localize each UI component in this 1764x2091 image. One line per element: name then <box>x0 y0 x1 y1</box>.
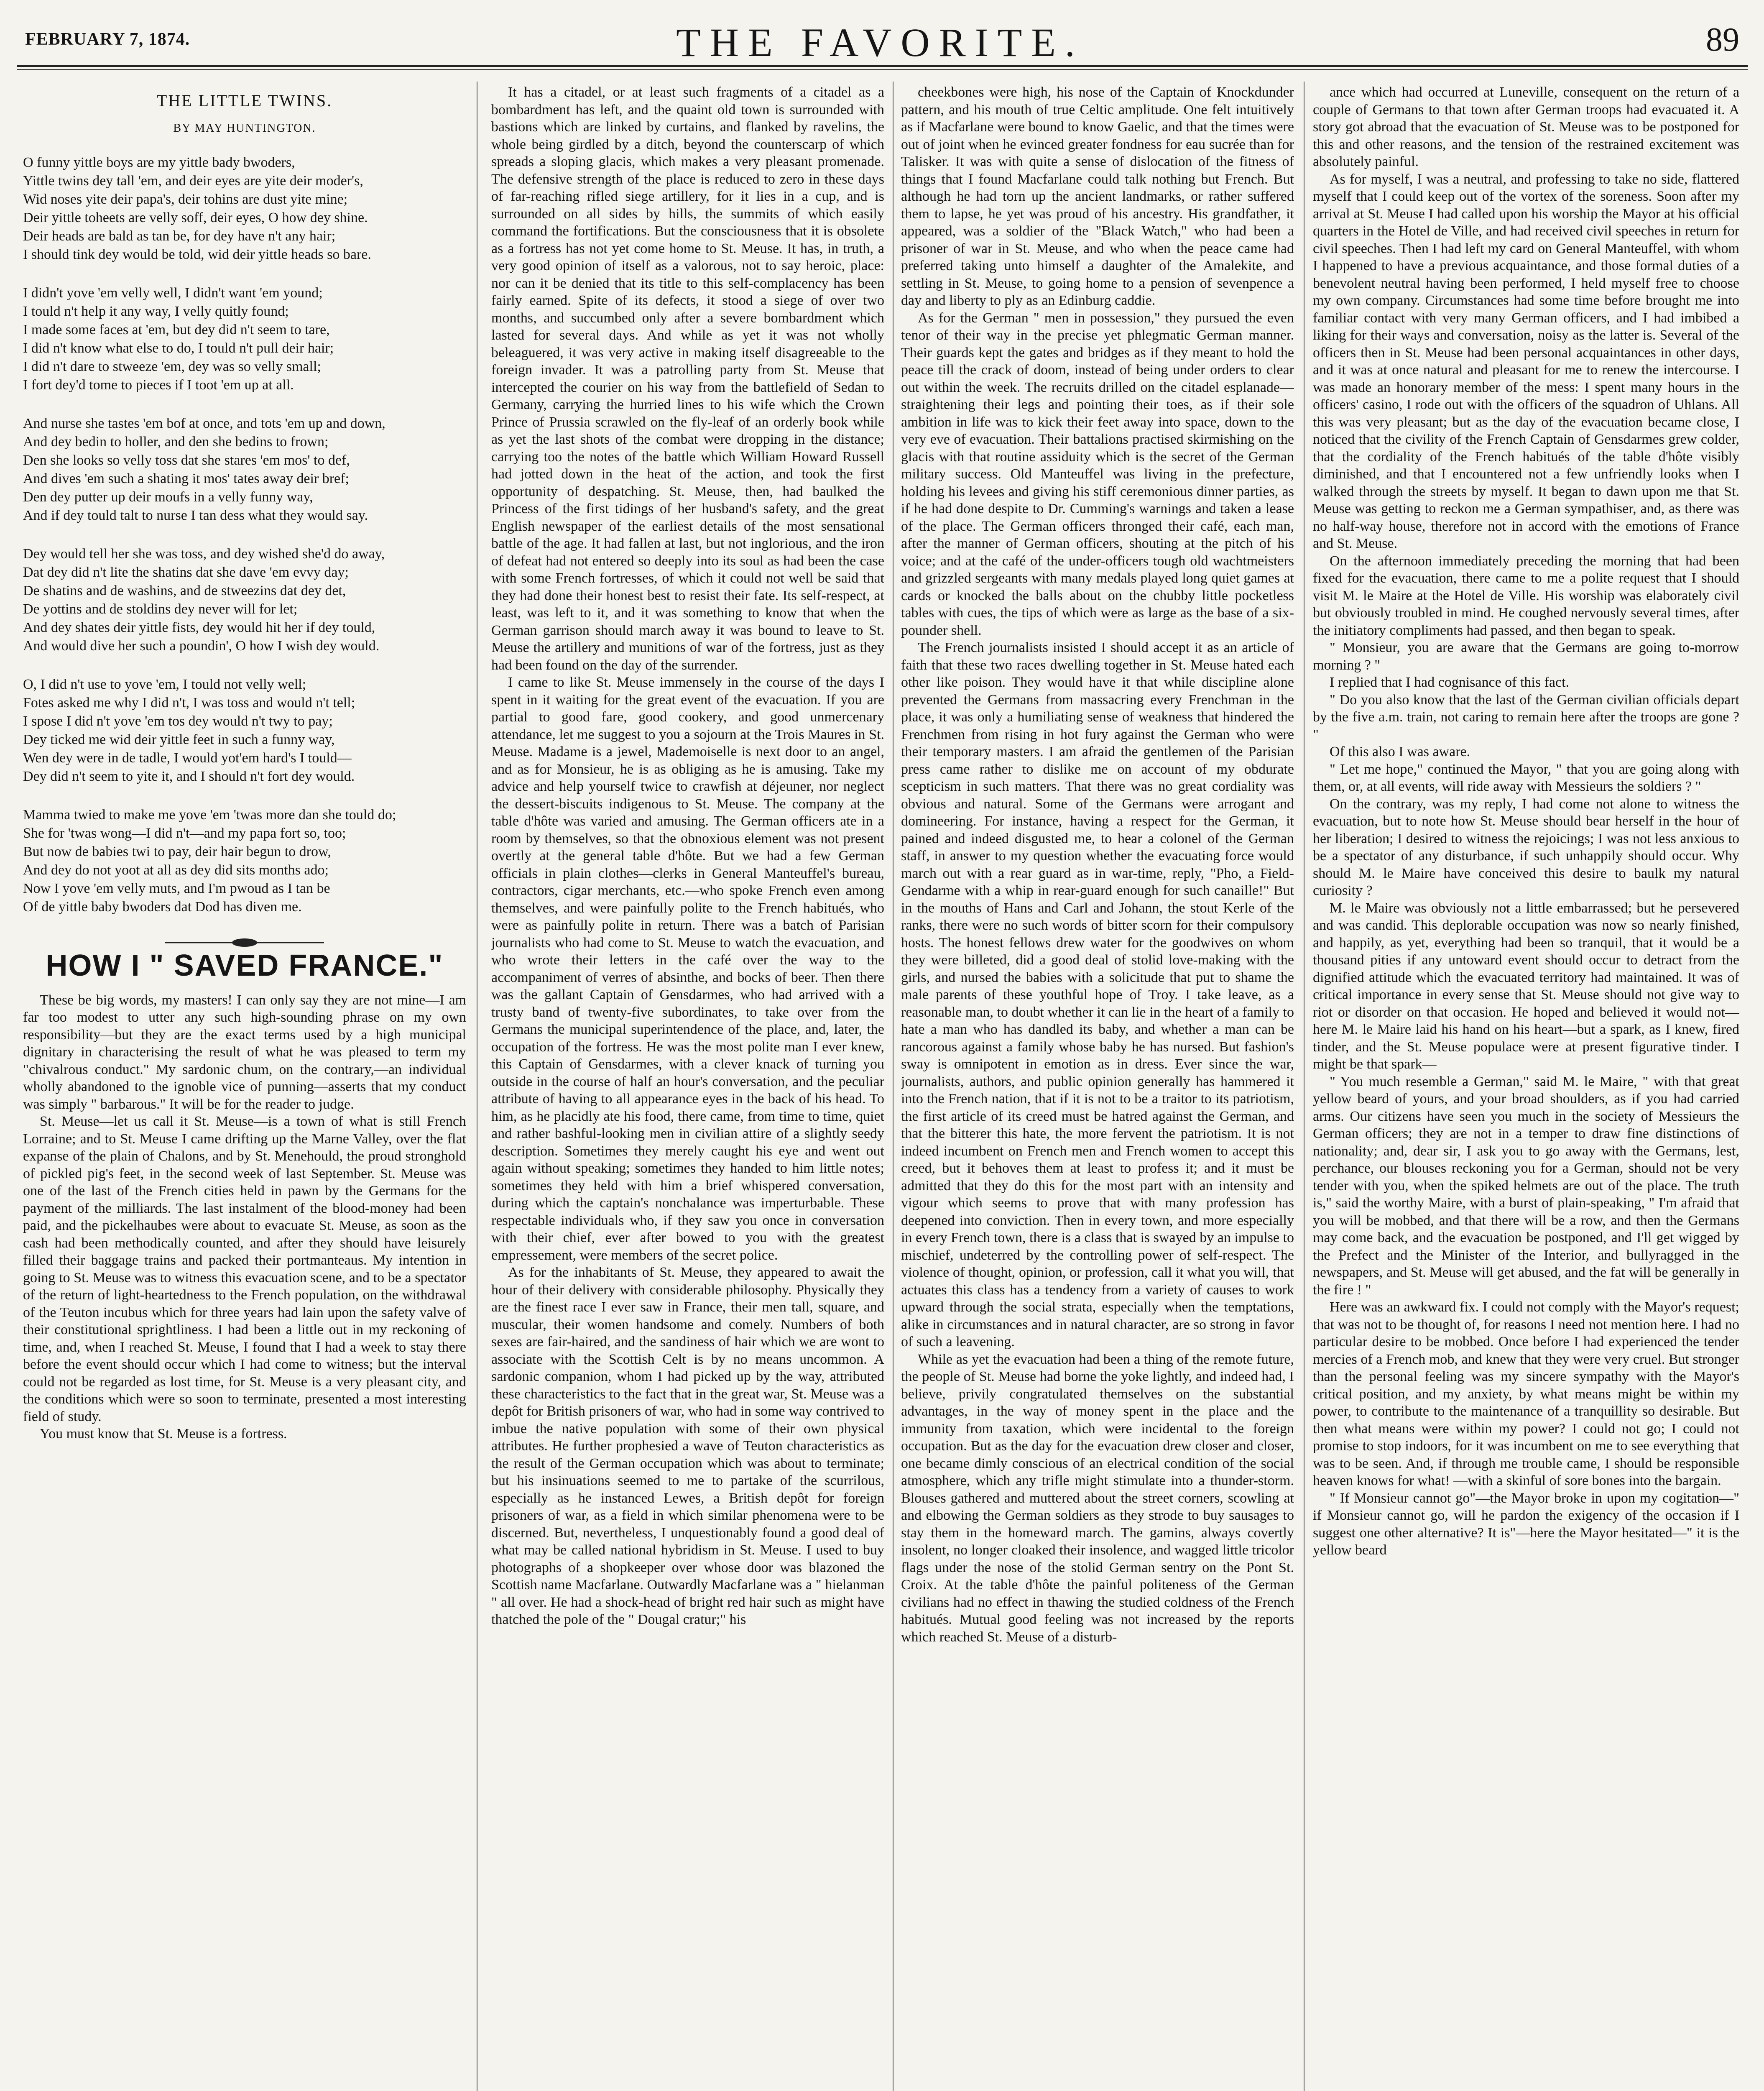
article-paragraph: I replied that I had cognisance of this fact. <box>1330 675 1570 690</box>
article-paragraph: These be big words, my masters! I can only say they are not mine—I am far too modest to utter any such high-sounding phrase on my own responsibility—but they are the exact terms used by a high municipal dignitary in characterising the result of what he was pleased to term my "chivalrous conduct." My sardonic chum, on the contrary,—an individual wholly abandoned to the ignoble vice of punning—asserts that my conduct was simply " barbarous." It will be for the reader to judge. <box>23 992 466 1112</box>
poem-stanza <box>23 675 466 786</box>
poem-line: And would dive her such a poundin', O how I wish dey would. <box>23 638 380 654</box>
article-column-1 <box>23 992 466 1443</box>
poem-stanza <box>23 806 466 916</box>
article-paragraph: M. le Maire was obviously not a little embarrassed; but he persevered and was candid. This deplorable occupation was now so nearly finished, and happily, as yet, everything had been so tranquil, that it would be a thousand pities if any untoward event should occur to detract from the dignified attitude which the evacuated territory had maintained. It was of critical importance in every sense that St. Meuse should not give way to riot or disorder on that occasion. He hoped and believed it would not—here M. le Maire laid his hand on his heart—but a spark, as I knew, fired tinder, and the St. Meuse populace were at present figurative tinder. I might be that spark— <box>1313 900 1739 1072</box>
poem-line: Deir heads are bald as tan be, for dey have n't any hair; <box>23 228 336 244</box>
article-paragraph: Here was an awkward fix. I could not comply with the Mayor's request; that was not to be thought of, for reasons I need not mention here. I had no particular desire to be mobbed. Once before I had experienced the tender mercies of a French mob, and knew that they were very cruel. But stronger than the personal feeling was my sincere sympathy with the Mayor's critical position, and my anxiety, by what means might be within my power, to contribute to the maintenance of a tranquillity so desirable. But then what means were within my power? I could not go; I could not promise to stop indoors, for it was incumbent on me to see everything that was to be seen. And, if through me trouble came, I should be responsible heaven knows for what! —with a skinful of sore bones into the bargain. <box>1313 1299 1739 1488</box>
poem-line: Den she looks so velly toss dat she stares 'em mos' to def, <box>23 452 350 468</box>
article-paragraph: " Monsieur, you are aware that the Germans are going to-morrow morning ? " <box>1313 640 1739 673</box>
poem-line: I did n't dare to stweeze 'em, dey was so velly small; <box>23 359 321 374</box>
article-column-2 <box>491 84 884 1628</box>
article-paragraph: I came to like St. Meuse immensely in the course of the days I spent in it waiting for the great event of the evacuation. If you are partial to good fare, good cookery, and good unmercenary attendance, let me suggest to you a sojourn at the Trois Maures in St. Meuse. Madame is a jewel, Mademoiselle is next door to an angel, and as for Monsieur, he is as obliging as he is amusing. Take my advice and help yourself twice to crawfish at déjeuner, nor neglect the dessert-biscuits indigenous to St. Meuse. The company at the table d'hôte was varied and amusing. The German officers ate in a room by themselves, so that the obnoxious element was not present overtly at the general table d'hôte. But we had a few German officials in plain clothes—clerks in General Manteuffel's bureau, contractors, cigar merchants, etc.—who spoke French even among themselves, and were painfully polite to the French habitués, who were as painfully polite in return. There was a batch of Parisian journalists who had come to St. Meuse to watch the evacuation, and who wrote their letters in the café over the way to the accompaniment of verres of absinthe, and bocks of beer. Then there was the gallant Captain of Gensdarmes, who had arrived with a trusty band of twenty-five subordinates, to take over from the Germans the municipal superintendence of the place, and, later, the occupation of the fortress. He was the most polite man I ever knew, this Captain of Gensdarmes, with a clever knack of turning you outside in the course of half an hour's conversation, and the peculiar attribute of having to all appearance eyes in the back of his head. To him, as he placidly ate his food, there came, from time to time, quiet and rather bashful-looking men in civilian attire of a slightly seedy description. Sometimes they merely caught his eye and went out again without speaking; sometimes they handed to him little notes; sometimes they held with him a brief whispered conversation, during which the captain's nonchalance was imperturbable. These respectable individuals who, if they saw you once in conversation with their chief, ever after bowed to you with the greatest empressement, were members of the secret police. <box>491 675 884 1263</box>
article-paragraph: " Do you also know that the last of the German civilian officials depart by the five a.m. train, not caring to remain here after the troops are gone ? " <box>1313 692 1739 742</box>
poem-line: And if dey tould talt to nurse I tan dess what they would say. <box>23 508 368 523</box>
article-paragraph: While as yet the evacuation had been a thing of the remote future, the people of St. Meuse had borne the yoke lightly, and indeed had, I believe, privily congratulated themselves on the substantial advantages, in the way of money spent in the place and the immunity from taxation, which were incidental to the foreign occupation. But as the day for the evacuation drew closer and closer, one became dimly conscious of an electrical condition of the social atmosphere, which any trifle might stimulate into a thunder-storm. Blouses gathered and muttered about the street corners, scowling at and elbowing the German soldiers as they strode to buy sausages to stay them in the homeward march. The gamins, always covertly insolent, no longer cloaked their insolence, and wagged little tricolor flags under the nose of the stolid German sentry on the Pont St. Croix. At the table d'hôte the painful politeness of the German civilians had no effect in thawing the studied coldness of the French habitués. Mutual good feeling was not increased by the reports which reached St. Meuse of a disturb- <box>901 1351 1294 1645</box>
poem-line: Dey did n't seem to yite it, and I should n't fort dey would. <box>23 769 355 784</box>
ornament-divider-icon <box>161 936 328 949</box>
poem-line: Dat dey did n't lite the shatins dat she dave 'em evvy day; <box>23 565 349 580</box>
poem-line: Wen dey were in de tadle, I would yot'em hard's I tould— <box>23 750 352 766</box>
poem-line: Wid noses yite deir papa's, deir tohins are dust yite mine; <box>23 192 348 207</box>
page-header <box>17 17 1744 63</box>
poem-stanza <box>23 284 466 394</box>
column-2 <box>491 84 884 2091</box>
poem-title: THE LITTLE TWINS. <box>156 91 333 110</box>
article-paragraph: As for myself, I was a neutral, and professing to take no side, flattered myself that I could keep out of the vortex of the soreness. Soon after my arrival at St. Meuse I had called upon his worship the Mayor at his official quarters in the Hotel de Ville, and had received civil speeches in return for civil speeches. Then I had left my card on General Manteuffel, with whom I happened to have a previous acquaintance, and those formal duties of a benevolent neutral having been performed, I held myself free to choose my own company. Circumstances had some time before brought me into familiar contact with very many German officers, and I had imbibed a liking for their ways and conversation, noisy as the latter is. Several of the officers then in St. Meuse had been personal acquaintances in other days, and it was at once natural and pleasant for me to renew the intercourse. I was made an honorary member of the mess: I spent many hours in the officers' casino, I rode out with the officers of the squadron of Uhlans. All this was very pleasant; but as the day of the evacuation became close, I noticed that the civility of the French Captain of Gensdarmes grew colder, that the cordiality of the French habitués of the table d'hôte visibly diminished, and that I encountered not a few unfriendly looks when I walked through the streets by myself. It began to dawn upon me that St. Meuse was getting to reckon me a German sympathiser, and, as there was no half-way house, therefore not in accord with the emotions of France and St. Meuse. <box>1313 171 1739 551</box>
article-paragraph: As for the German " men in possession," they pursued the even tenor of their way in the precise yet phlegmatic German manner. Their guards kept the gates and bridges as if they meant to hold the peace till the crack of doom, instead of being under orders to clear out within the week. The recruits drilled on the citadel esplanade—straightening their legs and pointing their toes, as if their sole ambition in life was to kick their feet away into space, down to the very eve of evacuation. Their battalions practised skirmishing on the glacis with that routine assiduity which is the secret of the German military success. Old Manteuffel was living in the prefecture, holding his levees and giving his stiff ceremonious dinner parties, as if he had done despite to Dr. Cumming's warnings and taken a lease of the place. The German officers thronged their café, each man, after the manner of German officers, shouting at the pitch of his voice; and at the café of the under-officers tough old wachtmeisters and grizzled sergeants with many medals played long quiet games at cards or knocked the balls about on the chubby little pocketless tables with cues, the tips of which were as large as the base of a six-pounder shell. <box>901 310 1294 638</box>
poem-line: I made some faces at 'em, but dey did n't seem to tare, <box>23 322 330 337</box>
poem-line: But now de babies twi to pay, deir hair begun to drow, <box>23 844 331 859</box>
column-3 <box>901 84 1294 2091</box>
article-paragraph: You must know that St. Meuse is a fortress. <box>40 1426 287 1442</box>
poem-line: I should tink dey would be told, wid deir yittle heads so bare. <box>23 247 371 262</box>
poem-line: O, I did n't use to yove 'em, I tould not velly well; <box>23 677 306 692</box>
article-paragraph: The French journalists insisted I should accept it as an article of faith that these two races dwelling together in St. Meuse hated each other like poison. They would have it that while discipline alone prevented the Germans from massacring every Frenchman in the place, it was only a humiliating sense of weakness that hindered the Frenchmen from rising in hot fury against the German who were their temporary masters. I am afraid the gentlemen of the Parisian press came rather to dislike me on account of my obdurate scepticism in such matters. That there was no great cordiality was obvious and natural. Some of the Germans were arrogant and domineering. For instance, having a respect for the German, it pained and indeed disgusted me, to hear a colonel of the German staff, in answer to my question whether the evacuating force would march out with a rear guard as in war-time, reply, "Pho, a Field-Gendarme with a whip in rear-guard enough for such canaille!" But in the mouths of Hans and Carl and Johann, the stout Kerle of the ranks, there were no such words of bitter scorn for their compulsory hosts. The honest fellows drew water for the goodwives on whom they were billeted, did a good deal of stolid love-making with the girls, and nursed the babies with a solicitude that put to shame the male parents of these youthful hope of Troy. I take leave, as a reasonable man, to doubt whether it can lie in the heart of a family to hate a man who has dandled its baby, and whether a man can be rancorous against a family whose baby he has nursed. But fashion's sway is omnipotent in emotion as in dress. Ever since the war, journalists, authors, and public opinion generally has hammered it into the French nation, that if it is not to be a traitor to its patriotism, the first article of its creed must be hatred against the German, and that the bitterer this hate, the more fervent the patriotism. It is not indeed incumbent on French men and French women to accept this creed, but it behoves them at least to profess it; and it must be admitted that they do this for the most part with an intensity and vigour which seems to prove that with many profession has deepened into conviction. Then in every town, and more especially in every French town, there is a class that is swayed by an impulse to mischief, undeterred by the controlling power of self-respect. The violence of thought, opinion, or profession, call it what you will, that actuates this class has a tendency from a variety of causes to work upward through the social strata, especially when the temptations, alike in circumstances and in natural character, are so strong in favor of such a leavening. <box>901 640 1294 1350</box>
article-paragraph: As for the inhabitants of St. Meuse, they appeared to await the hour of their delivery with considerable philosophy. Physically they are the finest race I ever saw in France, their men tall, square, and muscular, their women handsome and comely. Numbers of both sexes are fair-haired, and the sandiness of hair which we are wont to associate with the Scottish Celt is by no means uncommon. A sardonic companion, whom I had picked up by the way, attributed these characteristics to the fact that in the great war, St. Meuse was a depôt for British prisoners of war, who had in some way contrived to imbue the native population with some of their own physical attributes. He further prophesied a wave of Teuton characteristics as the result of the German occupation which was about to terminate; but his insinuations seemed to me to partake of the scurrilous, especially as he instanced Lewes, a British depôt for foreign prisoners of war, as a field in which similar phenomena were to be discerned. But, nevertheless, I unquestionably found a good deal of what may be called national hybridism in St. Meuse. I used to buy photographs of a shopkeeper over whose door was blazoned the Scottish name Macfarlane. Outwardly Macfarlane was a " hielanman " all over. He had a shock-head of bright red hair such as might have thatched the pole of the " Dougal cratur;" his <box>491 1265 884 1627</box>
poem-line: Of de yittle baby bwoders dat Dod has diven me. <box>23 899 302 915</box>
poem-line: I fort dey'd tome to pieces if I toot 'em up at all. <box>23 377 294 393</box>
poem-line: And dey do not yoot at all as dey did sits months ado; <box>23 862 329 878</box>
article-paragraph: On the afternoon immediately preceding the morning that had been fixed for the evacuation, there came to me a polite request that I should visit M. le Maire at the Hotel de Ville. His worship was elaborately civil but obviously troubled in mind. He coughed nervously several times, after the initiatory compliments had passed, and then began to speak. <box>1313 553 1739 638</box>
issue-date: FEBRUARY 7, 1874. <box>25 30 190 49</box>
article-paragraph: Of this also I was aware. <box>1330 744 1470 759</box>
poem-line: Dey ticked me wid deir yittle feet in such a funny way, <box>23 732 335 747</box>
poem-line: And dey bedin to holler, and den she bedins to frown; <box>23 434 329 450</box>
poem-line: Yittle twins dey tall 'em, and deir eyes are yite deir moder's, <box>23 173 363 189</box>
poem-line: And dey shates deir yittle fists, dey would hit her if dey tould, <box>23 620 375 635</box>
poem-line: Den dey putter up deir moufs in a velly funny way, <box>23 489 313 505</box>
article-paragraph: cheekbones were high, his nose of the Captain of Knockdunder pattern, and his mouth of true Celtic amplitude. One felt intuitively as if Macfarlane were bound to know Gaelic, and that the times were out of joint when he evinced greater fondness for eau sucrée than for Talisker. It was with quite a sense of dislocation of the fitness of things that I found Macfarlane could talk nothing but French. But although he had torn up the ancient landmarks, or rather suffered them to lapse, he yet was proud of his ancestry. His grandfather, it appeared, was a soldier of the "Black Watch," who had been a prisoner of war in St. Meuse, and who when the peace came had preferred taking unto himself a daughter of the Amalekite, and settling in St. Meuse, to going home to a pension of sevenpence a day and liberty to ply as an Edinburg caddie. <box>901 84 1294 308</box>
column-4 <box>1313 84 1739 2091</box>
poem-stanza <box>23 545 466 655</box>
poem-line: De shatins and de washins, and de stweezins dat dey det, <box>23 583 346 598</box>
header-rule-thick <box>17 65 1748 67</box>
poem-line: I spose I did n't yove 'em tos dey would n't twy to pay; <box>23 713 333 729</box>
article-paragraph: It has a citadel, or at least such fragments of a citadel as a bombardment has left, and the quaint old town is surrounded with bastions which are linked by curtains, and flanked by ravelins, the whole being girdled by a ditch, beyond the counterscarp of which spreads a sloping glacis, which makes a very pleasant promenade. The defensive strength of the place is reduced to zero in these days of far-reaching rifled siege artillery, for it lies in a cup, and is surrounded on all sides by hills, the summits of which easily command the fortifications. But the consciousness that it is obsolete as a fortress has not yet come home to St. Meuse. It has, in truth, a very good opinion of itself as a valorous, not to say heroic, place: nor can it be denied that its title to this self-complacency has been fairly earned. Spite of its defects, it stood a siege of over two months, and succumbed only after a severe bombardment which lasted for several days. And while as yet it was not wholly beleaguered, it was very active in making itself disagreeable to the foreign invader. It was a patrolling party from St. Meuse that intercepted the courier on his way from the battlefield of Sedan to Germany, carrying the hurried lines to his wife which the Crown Prince of Prussia scrawled on the fly-leaf of an orderly book while as yet the last shots of the combat were dropping in the distance; carrying too the notes of the battle which William Howard Russell had jotted down in the heat of the action, and took the first opportunity of despatching. St. Meuse, then, had baulked the Princess of the first tidings of her husband's safety, and the great English newspaper of the earliest details of the most sensational battle of the age. It had fallen at last, but not inglorious, and the iron of defeat had not entered so deeply into its soul as had been the case with some French fortresses, of which it could not well be said that they had done their honest best to resist their fate. Its self-respect, at least, was left to it, and it was something to know that when the German garrison should march away it was bound to leave to St. Meuse the artillery and munitions of war of the fortress, just as they had been found on the day of the surrender. <box>491 84 884 673</box>
article-paragraph: " If Monsieur cannot go"—the Mayor broke in upon my cogitation—" if Monsieur cannot go, will he pardon the exigency of the occasion if I suggest one other alternative? It is"—here the Mayor hesitated—" it is the yellow beard <box>1313 1490 1739 1558</box>
poem-line: Dey would tell her she was toss, and dey wished she'd do away, <box>23 546 385 562</box>
poem-line: I tould n't help it any way, I velly quitly found; <box>23 304 289 319</box>
poem-line: Deir yittle toheets are velly soff, deir eyes, O how dey shine. <box>23 210 368 225</box>
article-paragraph: ance which had occurred at Luneville, consequent on the return of a couple of Germans to that town after German troops had evacuated it. A story got abroad that the evacuation of St. Meuse was to be postponed for this and other reasons, and the tension of the restrained excitement was absolutely painful. <box>1313 84 1739 169</box>
poem-line: And dives 'em such a shating it mos' tates away deir bref; <box>23 471 349 486</box>
article-paragraph: " Let me hope," continued the Mayor, " that you are going along with them, or, at all events, will ride away with Messieurs the soldiers ? " <box>1313 761 1739 794</box>
poem-author: BY MAY HUNTINGTON. <box>173 121 316 135</box>
poem-line: Now I yove 'em velly muts, and I'm pwoud as I tan be <box>23 881 330 896</box>
poem-line: O funny yittle boys are my yittle bady bwoders, <box>23 155 295 170</box>
article-paragraph: " You much resemble a German," said M. le Maire, " with that great yellow beard of yours, and your broad shoulders, as if you had carried arms. Our citizens have seen you much in the society of Messieurs the German officers; they are not in a temper to draw fine distinctions of nationality; and, dear sir, I ask you to go away with the Germans, lest, perchance, our blouses reckoning you for a German, should not be very tender with you, when the spiked helmets are out of the place. The truth is," said the worthy Maire, with a burst of plain-speaking, " I'm afraid that you will be mobbed, and that there will be a row, and then the Germans may come back, and the evacuation be postponed, and I'll get wigged by the Prefect and the Minister of the Interior, and bullyragged in the newspapers, and St. Meuse will get abused, and the fat will be generally in the fire ! " <box>1313 1074 1739 1298</box>
poem-stanza <box>23 153 466 264</box>
column-1 <box>23 84 466 2091</box>
poem-line: Mamma twied to make me yove 'em 'twas more dan she tould do; <box>23 807 396 823</box>
poem-body <box>23 153 466 916</box>
poem-line: Fotes asked me why I did n't, I was toss and would n't tell; <box>23 695 355 711</box>
poem-line: I didn't yove 'em velly well, I didn't want 'em yound; <box>23 285 323 301</box>
article-paragraph: On the contrary, was my reply, I had come not alone to witness the evacuation, but to note how St. Meuse should bear herself in the hour of her liberation; I desired to witness the rejoicings; I was not less anxious to be a spectator of any disturbance, if such unhappily should occur. Why should M. le Maire have conceived this desire to baulk my natural curiosity ? <box>1313 796 1739 898</box>
poem-line: And nurse she tastes 'em bof at once, and tots 'em up and down, <box>23 416 385 431</box>
masthead-title: THE FAVORITE. <box>676 20 1084 65</box>
poem-stanza <box>23 414 466 525</box>
poem-line: De yottins and de stoldins dey never will for let; <box>23 601 298 617</box>
article-paragraph: St. Meuse—let us call it St. Meuse—is a town of what is still French Lorraine; and to St. Meuse I came drifting up the Marne Valley, over the flat expanse of the plain of Chalons, and by St. Menehould, the proud stronghold of pickled pig's feet, in the second week of last September. St. Meuse was one of the last of the French cities held in pawn by the Germans for the payment of the milliards. The last instalment of the blood-money had been paid, and the pickelhaubes were about to evacuate St. Meuse, as soon as the cash had been methodically counted, and after they should have leisurely filled their baggage trains and packed their portmanteaus. My intention in going to St. Meuse was to witness this evacuation scene, and to be a spectator of the return of light-heartedness to the French population, on the withdrawal of the Teuton incubus which for three years had lain upon the safety valve of their constitutional sprightliness. I had been a little out in my reckoning of time, and, when I reached St. Meuse, I found that I had a week to stay there before the event should occur which I had come to witness; but the interval could not be regarded as lost time, for St. Meuse is a very pleasant city, and the conditions which were so soon to terminate, presented a most interesting field of study. <box>23 1114 466 1424</box>
poem-line: I did n't know what else to do, I tould n't pull deir hair; <box>23 340 334 356</box>
header-rule-thin <box>17 69 1748 70</box>
page-number: 89 <box>1706 21 1739 58</box>
poem-line: She for 'twas wong—I did n't—and my papa fort so, too; <box>23 826 346 841</box>
article-column-3 <box>901 84 1294 1646</box>
article-title: HOW I " SAVED FRANCE." <box>46 949 444 982</box>
article-column-4 <box>1313 84 1739 1559</box>
